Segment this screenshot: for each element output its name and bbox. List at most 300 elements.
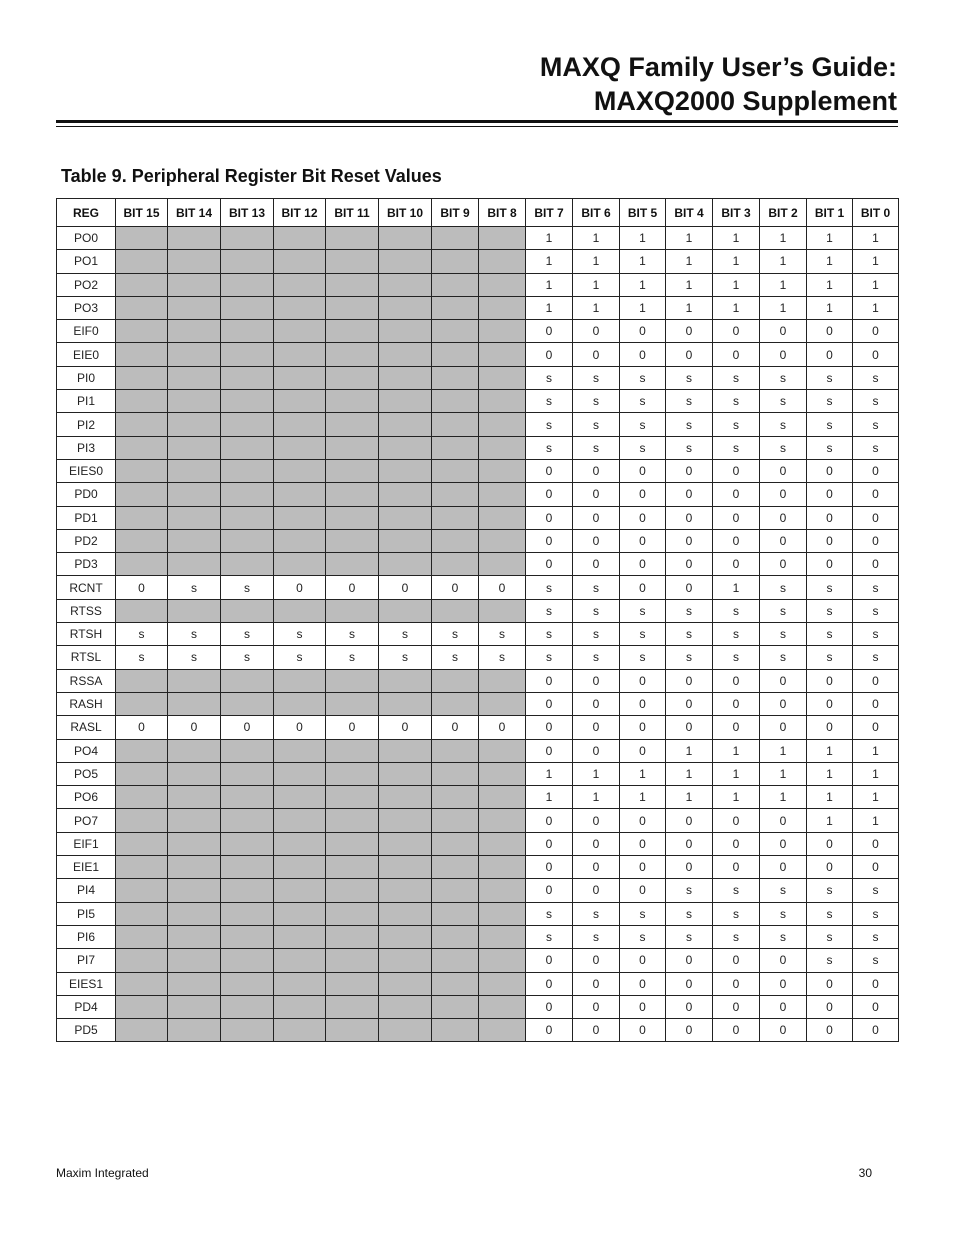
bit-value-cell: s	[326, 646, 379, 669]
bit-value-cell: 1	[853, 739, 899, 762]
bit-value-cell: s	[274, 623, 326, 646]
table-row	[57, 1019, 899, 1042]
unused-bit-cell	[274, 692, 326, 715]
unused-bit-cell	[432, 972, 479, 995]
column-header: BIT 2	[760, 199, 807, 227]
bit-value-cell: s	[853, 413, 899, 436]
bit-value-cell: s	[526, 925, 573, 948]
bit-value-cell: s	[573, 390, 620, 413]
table-row	[57, 343, 899, 366]
unused-bit-cell	[116, 832, 168, 855]
unused-bit-cell	[274, 739, 326, 762]
unused-bit-cell	[116, 762, 168, 785]
bit-value-cell: 0	[807, 669, 853, 692]
bit-value-cell: 0	[379, 576, 432, 599]
unused-bit-cell	[379, 390, 432, 413]
bit-value-cell: s	[432, 646, 479, 669]
unused-bit-cell	[479, 390, 526, 413]
unused-bit-cell	[432, 390, 479, 413]
unused-bit-cell	[274, 296, 326, 319]
bit-value-cell: 1	[713, 576, 760, 599]
unused-bit-cell	[479, 599, 526, 622]
bit-value-cell: 1	[853, 250, 899, 273]
unused-bit-cell	[326, 436, 379, 459]
bit-value-cell: 1	[760, 250, 807, 273]
bit-value-cell: 0	[526, 995, 573, 1018]
table-header-row	[57, 199, 899, 227]
unused-bit-cell	[274, 879, 326, 902]
unused-bit-cell	[479, 1019, 526, 1042]
bit-value-cell: 0	[526, 949, 573, 972]
register-name-cell: PD4	[57, 995, 116, 1018]
unused-bit-cell	[221, 856, 274, 879]
bit-value-cell: s	[620, 646, 666, 669]
bit-value-cell: 0	[853, 459, 899, 482]
register-name-cell: RASH	[57, 692, 116, 715]
bit-value-cell: 0	[620, 809, 666, 832]
unused-bit-cell	[168, 972, 221, 995]
bit-value-cell: 1	[573, 296, 620, 319]
unused-bit-cell	[274, 786, 326, 809]
bit-value-cell: 1	[853, 273, 899, 296]
bit-value-cell: s	[479, 623, 526, 646]
unused-bit-cell	[479, 483, 526, 506]
bit-value-cell: 1	[853, 296, 899, 319]
bit-value-cell: s	[853, 623, 899, 646]
unused-bit-cell	[379, 995, 432, 1018]
bit-value-cell: 0	[620, 576, 666, 599]
bit-value-cell: 1	[573, 250, 620, 273]
bit-value-cell: s	[666, 390, 713, 413]
bit-value-cell: 0	[760, 856, 807, 879]
bit-value-cell: 1	[807, 786, 853, 809]
unused-bit-cell	[221, 250, 274, 273]
table-row	[57, 599, 899, 622]
unused-bit-cell	[221, 739, 274, 762]
register-name-cell: PO0	[57, 227, 116, 250]
unused-bit-cell	[116, 413, 168, 436]
bit-value-cell: 0	[573, 459, 620, 482]
unused-bit-cell	[221, 529, 274, 552]
bit-value-cell: 0	[760, 459, 807, 482]
bit-value-cell: s	[713, 390, 760, 413]
bit-value-cell: s	[760, 599, 807, 622]
unused-bit-cell	[479, 739, 526, 762]
bit-value-cell: 0	[274, 716, 326, 739]
bit-value-cell: s	[853, 366, 899, 389]
bit-value-cell: 0	[853, 1019, 899, 1042]
unused-bit-cell	[432, 832, 479, 855]
bit-value-cell: 0	[620, 459, 666, 482]
column-header: BIT 7	[526, 199, 573, 227]
unused-bit-cell	[221, 436, 274, 459]
bit-value-cell: s	[807, 902, 853, 925]
unused-bit-cell	[221, 599, 274, 622]
bit-value-cell: 0	[573, 320, 620, 343]
unused-bit-cell	[326, 995, 379, 1018]
register-name-cell: PO4	[57, 739, 116, 762]
unused-bit-cell	[221, 972, 274, 995]
unused-bit-cell	[221, 459, 274, 482]
bit-value-cell: 0	[807, 692, 853, 715]
bit-value-cell: 0	[526, 459, 573, 482]
unused-bit-cell	[274, 832, 326, 855]
bit-value-cell: 0	[666, 972, 713, 995]
unused-bit-cell	[479, 459, 526, 482]
unused-bit-cell	[116, 972, 168, 995]
unused-bit-cell	[479, 529, 526, 552]
table-row	[57, 623, 899, 646]
bit-value-cell: 0	[807, 856, 853, 879]
table-row	[57, 786, 899, 809]
unused-bit-cell	[479, 972, 526, 995]
unused-bit-cell	[274, 902, 326, 925]
table-row	[57, 390, 899, 413]
bit-value-cell: s	[221, 576, 274, 599]
unused-bit-cell	[116, 483, 168, 506]
bit-value-cell: 1	[526, 786, 573, 809]
bit-value-cell: 0	[620, 529, 666, 552]
unused-bit-cell	[432, 925, 479, 948]
bit-value-cell: s	[760, 366, 807, 389]
unused-bit-cell	[326, 949, 379, 972]
unused-bit-cell	[116, 506, 168, 529]
bit-value-cell: 0	[666, 856, 713, 879]
bit-value-cell: 0	[274, 576, 326, 599]
bit-value-cell: 1	[620, 227, 666, 250]
unused-bit-cell	[116, 1019, 168, 1042]
bit-value-cell: 0	[526, 343, 573, 366]
bit-value-cell: 1	[620, 296, 666, 319]
bit-value-cell: s	[713, 413, 760, 436]
bit-value-cell: s	[807, 949, 853, 972]
unused-bit-cell	[479, 250, 526, 273]
register-name-cell: PI2	[57, 413, 116, 436]
bit-value-cell: s	[666, 413, 713, 436]
bit-value-cell: 0	[807, 483, 853, 506]
unused-bit-cell	[274, 343, 326, 366]
unused-bit-cell	[479, 692, 526, 715]
unused-bit-cell	[326, 692, 379, 715]
unused-bit-cell	[168, 856, 221, 879]
table-row	[57, 553, 899, 576]
unused-bit-cell	[168, 390, 221, 413]
bit-value-cell: 0	[573, 692, 620, 715]
bit-value-cell: s	[573, 413, 620, 436]
bit-value-cell: 1	[620, 250, 666, 273]
bit-value-cell: 0	[853, 716, 899, 739]
bit-value-cell: 0	[479, 716, 526, 739]
unused-bit-cell	[432, 762, 479, 785]
bit-value-cell: 0	[713, 949, 760, 972]
bit-value-cell: s	[760, 925, 807, 948]
bit-value-cell: s	[807, 413, 853, 436]
bit-value-cell: 1	[713, 273, 760, 296]
bit-value-cell: 0	[573, 856, 620, 879]
unused-bit-cell	[274, 273, 326, 296]
bit-value-cell: 0	[760, 483, 807, 506]
bit-value-cell: s	[526, 576, 573, 599]
unused-bit-cell	[379, 949, 432, 972]
bit-value-cell: 0	[853, 483, 899, 506]
unused-bit-cell	[116, 366, 168, 389]
register-name-cell: RTSS	[57, 599, 116, 622]
bit-value-cell: 0	[573, 343, 620, 366]
bit-value-cell: 0	[573, 995, 620, 1018]
unused-bit-cell	[379, 809, 432, 832]
unused-bit-cell	[168, 250, 221, 273]
unused-bit-cell	[326, 320, 379, 343]
bit-value-cell: 0	[760, 506, 807, 529]
unused-bit-cell	[379, 739, 432, 762]
unused-bit-cell	[326, 1019, 379, 1042]
bit-value-cell: 0	[526, 529, 573, 552]
unused-bit-cell	[116, 879, 168, 902]
unused-bit-cell	[168, 366, 221, 389]
bit-value-cell: 1	[713, 227, 760, 250]
unused-bit-cell	[221, 390, 274, 413]
unused-bit-cell	[326, 832, 379, 855]
bit-value-cell: 1	[713, 296, 760, 319]
unused-bit-cell	[432, 459, 479, 482]
unused-bit-cell	[479, 506, 526, 529]
bit-value-cell: 0	[713, 972, 760, 995]
bit-value-cell: 0	[666, 809, 713, 832]
unused-bit-cell	[274, 320, 326, 343]
unused-bit-cell	[116, 786, 168, 809]
unused-bit-cell	[326, 413, 379, 436]
bit-value-cell: 1	[713, 739, 760, 762]
column-header: BIT 1	[807, 199, 853, 227]
bit-value-cell: s	[807, 436, 853, 459]
unused-bit-cell	[379, 320, 432, 343]
table-row	[57, 972, 899, 995]
bit-value-cell: s	[620, 599, 666, 622]
bit-value-cell: 0	[666, 995, 713, 1018]
unused-bit-cell	[379, 879, 432, 902]
bit-value-cell: s	[760, 436, 807, 459]
unused-bit-cell	[379, 553, 432, 576]
unused-bit-cell	[479, 343, 526, 366]
bit-value-cell: s	[807, 576, 853, 599]
unused-bit-cell	[379, 972, 432, 995]
bit-value-cell: 1	[620, 762, 666, 785]
column-header: BIT 12	[274, 199, 326, 227]
table-row	[57, 856, 899, 879]
unused-bit-cell	[379, 273, 432, 296]
header-rule-thick	[56, 120, 898, 123]
bit-value-cell: s	[526, 599, 573, 622]
unused-bit-cell	[221, 995, 274, 1018]
bit-value-cell: 0	[713, 716, 760, 739]
bit-value-cell: s	[526, 623, 573, 646]
unused-bit-cell	[379, 529, 432, 552]
unused-bit-cell	[221, 320, 274, 343]
unused-bit-cell	[479, 296, 526, 319]
table-row	[57, 902, 899, 925]
unused-bit-cell	[221, 762, 274, 785]
bit-value-cell: s	[526, 413, 573, 436]
unused-bit-cell	[116, 390, 168, 413]
bit-value-cell: 1	[666, 762, 713, 785]
bit-value-cell: 1	[713, 250, 760, 273]
table-row	[57, 576, 899, 599]
column-header: BIT 5	[620, 199, 666, 227]
bit-value-cell: 0	[573, 739, 620, 762]
bit-value-cell: 0	[853, 506, 899, 529]
unused-bit-cell	[221, 413, 274, 436]
unused-bit-cell	[274, 925, 326, 948]
bit-value-cell: 1	[573, 273, 620, 296]
bit-value-cell: 0	[713, 692, 760, 715]
bit-value-cell: 1	[620, 273, 666, 296]
bit-value-cell: s	[573, 646, 620, 669]
bit-value-cell: 1	[526, 227, 573, 250]
bit-value-cell: 0	[620, 716, 666, 739]
bit-value-cell: 1	[526, 273, 573, 296]
unused-bit-cell	[274, 949, 326, 972]
bit-value-cell: 0	[853, 832, 899, 855]
bit-value-cell: s	[807, 599, 853, 622]
bit-value-cell: s	[573, 366, 620, 389]
unused-bit-cell	[274, 856, 326, 879]
unused-bit-cell	[168, 483, 221, 506]
bit-value-cell: 0	[666, 506, 713, 529]
unused-bit-cell	[116, 925, 168, 948]
unused-bit-cell	[326, 786, 379, 809]
unused-bit-cell	[168, 413, 221, 436]
unused-bit-cell	[326, 529, 379, 552]
unused-bit-cell	[274, 506, 326, 529]
bit-value-cell: 0	[526, 483, 573, 506]
bit-value-cell: s	[116, 623, 168, 646]
bit-value-cell: 0	[221, 716, 274, 739]
bit-value-cell: 0	[666, 320, 713, 343]
bit-value-cell: 0	[326, 716, 379, 739]
unused-bit-cell	[432, 809, 479, 832]
table-caption: Table 9. Peripheral Register Bit Reset Values	[61, 166, 442, 186]
bit-value-cell: 0	[807, 832, 853, 855]
bit-value-cell: 1	[573, 786, 620, 809]
bit-value-cell: s	[807, 390, 853, 413]
unused-bit-cell	[432, 529, 479, 552]
bit-value-cell: s	[807, 366, 853, 389]
bit-value-cell: 0	[526, 1019, 573, 1042]
bit-value-cell: 1	[807, 227, 853, 250]
bit-value-cell: s	[760, 646, 807, 669]
bit-value-cell: s	[807, 646, 853, 669]
bit-value-cell: 0	[853, 692, 899, 715]
unused-bit-cell	[326, 296, 379, 319]
bit-value-cell: 0	[807, 343, 853, 366]
bit-value-cell: 0	[713, 669, 760, 692]
unused-bit-cell	[432, 227, 479, 250]
column-header: BIT 11	[326, 199, 379, 227]
column-header: BIT 8	[479, 199, 526, 227]
bit-value-cell: 1	[760, 762, 807, 785]
unused-bit-cell	[274, 227, 326, 250]
bit-value-cell: 0	[853, 669, 899, 692]
register-name-cell: EIE1	[57, 856, 116, 879]
bit-value-cell: s	[221, 623, 274, 646]
bit-value-cell: 1	[666, 786, 713, 809]
unused-bit-cell	[168, 879, 221, 902]
unused-bit-cell	[116, 553, 168, 576]
bit-value-cell: 0	[713, 832, 760, 855]
bit-value-cell: 0	[713, 809, 760, 832]
unused-bit-cell	[432, 599, 479, 622]
unused-bit-cell	[432, 995, 479, 1018]
register-name-cell: PD1	[57, 506, 116, 529]
register-name-cell: EIF1	[57, 832, 116, 855]
unused-bit-cell	[168, 296, 221, 319]
column-header: BIT 9	[432, 199, 479, 227]
bit-value-cell: 0	[807, 716, 853, 739]
bit-value-cell: 0	[620, 343, 666, 366]
unused-bit-cell	[168, 669, 221, 692]
bit-value-cell: s	[853, 949, 899, 972]
unused-bit-cell	[326, 739, 379, 762]
unused-bit-cell	[379, 599, 432, 622]
bit-value-cell: 1	[666, 250, 713, 273]
unused-bit-cell	[479, 809, 526, 832]
bit-value-cell: 0	[526, 716, 573, 739]
unused-bit-cell	[379, 436, 432, 459]
bit-value-cell: s	[853, 925, 899, 948]
bit-value-cell: 0	[713, 1019, 760, 1042]
table-row	[57, 413, 899, 436]
register-name-cell: PD5	[57, 1019, 116, 1042]
unused-bit-cell	[168, 762, 221, 785]
bit-value-cell: s	[168, 623, 221, 646]
bit-value-cell: 0	[620, 1019, 666, 1042]
bit-value-cell: 0	[526, 320, 573, 343]
unused-bit-cell	[479, 436, 526, 459]
unused-bit-cell	[221, 506, 274, 529]
unused-bit-cell	[479, 786, 526, 809]
bit-value-cell: 0	[666, 529, 713, 552]
bit-value-cell: 0	[853, 320, 899, 343]
unused-bit-cell	[116, 459, 168, 482]
unused-bit-cell	[479, 227, 526, 250]
unused-bit-cell	[479, 949, 526, 972]
unused-bit-cell	[479, 366, 526, 389]
table-row	[57, 949, 899, 972]
bit-value-cell: 0	[573, 483, 620, 506]
bit-value-cell: 0	[526, 692, 573, 715]
unused-bit-cell	[432, 786, 479, 809]
unused-bit-cell	[479, 762, 526, 785]
unused-bit-cell	[116, 250, 168, 273]
bit-value-cell: 0	[432, 716, 479, 739]
bit-value-cell: s	[666, 623, 713, 646]
table-row	[57, 320, 899, 343]
bit-value-cell: 0	[853, 343, 899, 366]
register-name-cell: PO7	[57, 809, 116, 832]
bit-value-cell: s	[666, 925, 713, 948]
unused-bit-cell	[116, 902, 168, 925]
bit-value-cell: 0	[666, 832, 713, 855]
bit-value-cell: 1	[760, 227, 807, 250]
bit-value-cell: s	[666, 599, 713, 622]
unused-bit-cell	[432, 553, 479, 576]
bit-value-cell: 0	[620, 692, 666, 715]
bit-value-cell: 0	[807, 459, 853, 482]
unused-bit-cell	[479, 879, 526, 902]
bit-value-cell: s	[526, 390, 573, 413]
column-header: BIT 14	[168, 199, 221, 227]
title-line-2: MAXQ2000 Supplement	[593, 86, 897, 116]
